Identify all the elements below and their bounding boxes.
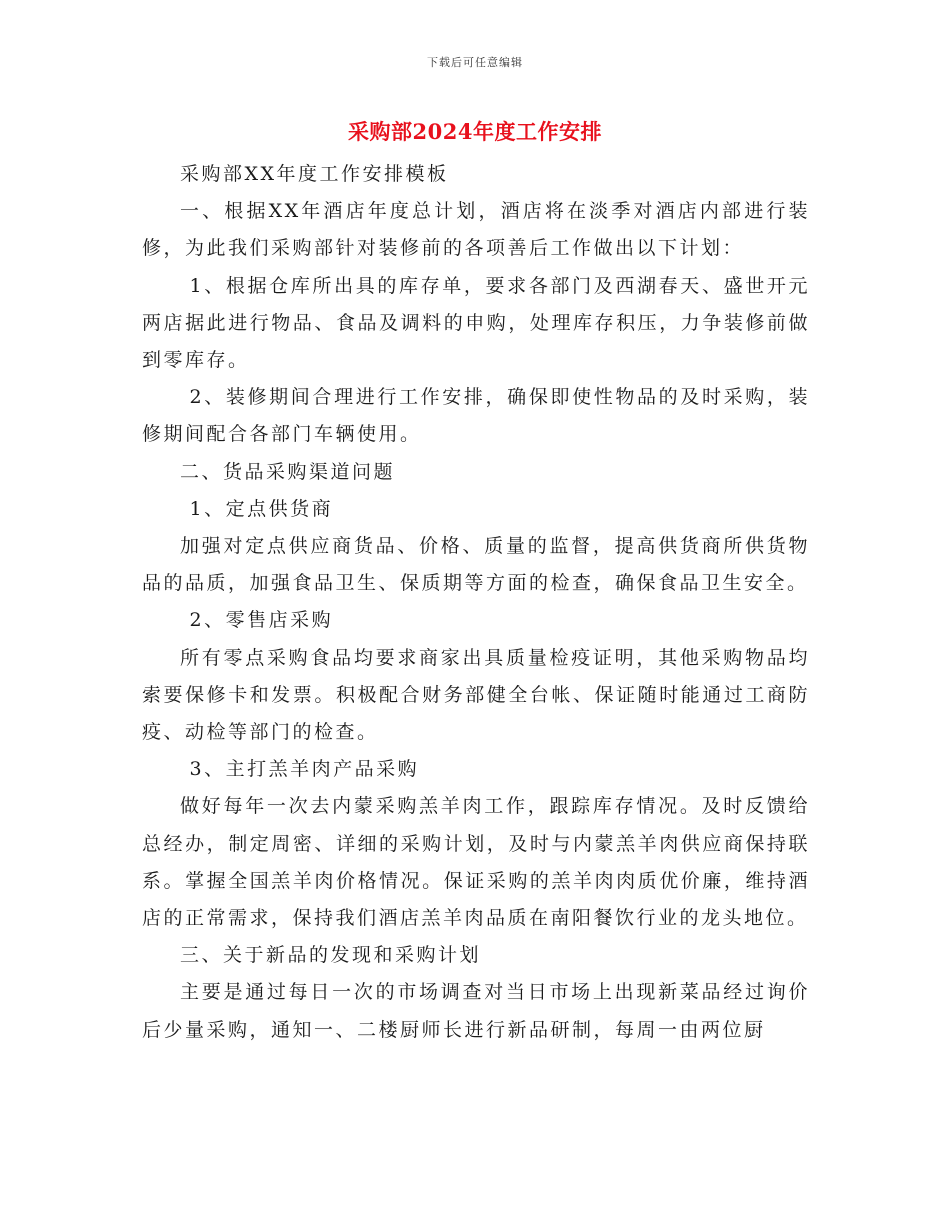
paragraph-item-1-2: 2、装修期间合理进行工作安排，确保即使性物品的及时采购，装修期间配合各部门车辆使用。 [142,386,810,446]
paragraph-item-2-1-body: 加强对定点供应商货品、价格、质量的监督，提高供货商所供货物品的品质，加强食品卫生、保质期等方面的检查，确保食品卫生安全。 [142,535,810,595]
paragraph-item-2-3-body: 做好每年一次去内蒙采购羔羊肉工作，跟踪库存情况。及时反馈给总经办，制定周密、详细的采购计划，及时与内蒙羔羊肉供应商保持联系。掌握全国羔羊肉价格情况。保证采购的羔羊肉肉质优价廉，维持酒店的正常需求，保持我们酒店羔羊肉品质在南阳餐饮行业的龙头地位。 [142,795,810,930]
paragraph-section-3-body: 主要是通过每日一次的市场调查对当日市场上出现新菜品经过询价后少量采购，通知一、二楼厨师长进行新品研制，每周一由两位厨 [142,981,810,1041]
paragraph-item-2-1: 1、定点供货商 [189,497,334,520]
paragraph-intro: 采购部XX年度工作安排模板 [180,163,449,185]
paragraph-item-1-1: 1、根据仓库所出具的库存单，要求各部门及西湖春天、盛世开元两店据此进行物品、食品及调料的申购，处理库存积压，力争装修前做到零库存。 [142,274,810,372]
paragraph-item-2-3: 3、主打羔羊肉产品采购 [189,758,420,781]
document-title: 采购部2024年度工作安排 [348,119,602,144]
paragraph-section-1: 一、根据XX年酒店年度总计划，酒店将在淡季对酒店内部进行装修，为此我们采购部针对装修前的各项善后工作做出以下计划： [142,200,810,260]
paragraph-item-2-2-body: 所有零点采购食品均要求商家出具质量检疫证明，其他采购物品均索要保修卡和发票。积极配合财务部健全台帐、保证随时能通过工商防疫、动检等部门的检查。 [142,646,810,744]
paragraph-section-2: 二、货品采购渠道问题 [180,460,396,483]
paragraph-item-2-2: 2、零售店采购 [189,609,334,632]
paragraph-section-3: 三、关于新品的发现和采购计划 [180,944,482,967]
document-body [142,156,810,1049]
header-note: 下载后可任意编辑 [427,56,523,69]
